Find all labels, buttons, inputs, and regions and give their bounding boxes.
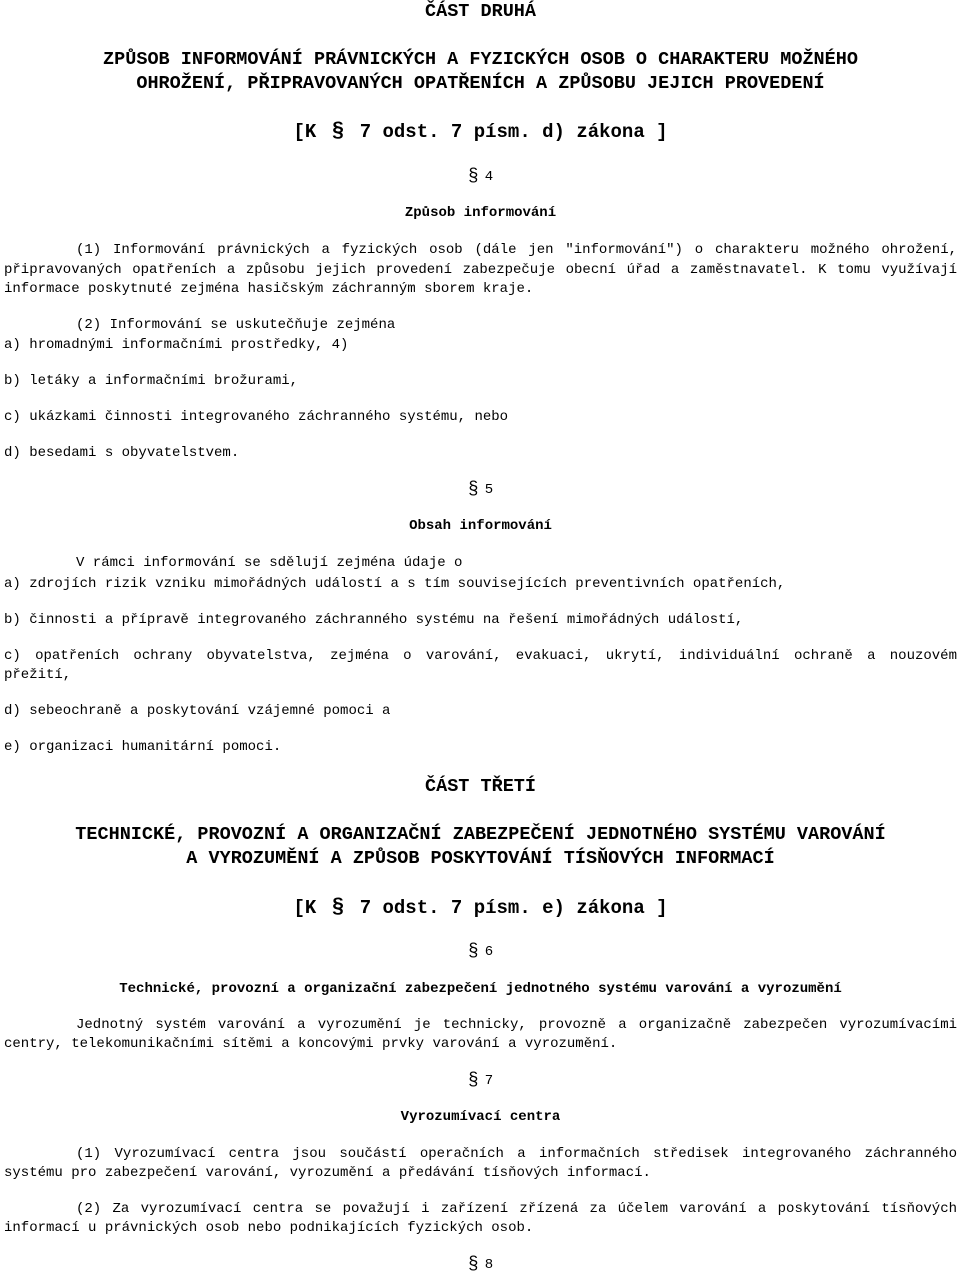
section-7-paragraph-1: (1) Vyrozumívací centra jsou součástí operačních a informačních středisek integrovaného záchranného systému pro zabezpečení varování, vyrozumění a předávání tísňových informací. [4,1145,957,1181]
list-item: a) zdrojích rizik vzniku mimořádných událostí a s tím souvisejících preventivních opatřeních, [4,575,786,592]
section-symbol: § [467,480,479,500]
section-6-paragraph-1: Jednotný systém varování a vyrozumění je technicky, provozně a organizačně zabezpečen vyrozumívacími centry, telekomunikačními sítěmi a koncovými prvky varování a vyrozumění. [4,1016,957,1052]
part3-heading: ČÁST TŘETÍ [424,775,537,797]
section-number: 7 [484,1072,494,1089]
list-item: d) sebeochraně a poskytování vzájemné pomoci a [4,702,391,719]
document-page [4,0,957,1274]
section-7-paragraph-2: (2) Za vyrozumívací centra se považují i zařízení zřízená za účelem varování a poskytování tísňových informací u právnických osob nebo podnikajících fyzických osob. [4,1200,957,1236]
ref-rest: 7 odst. 7 písm. e) zákona ] [359,896,668,919]
section-6-title: Technické, provozní a organizační zabezpečení jednotného systému varování a vyrozumění [119,980,842,997]
part3-law-reference [4,896,957,921]
list-item: e) organizaci humanitární pomoci. [4,738,282,755]
section-7-number [4,1072,957,1090]
section-7-title: Vyrozumívací centra [400,1108,561,1125]
part2-title-line1: ZPŮSOB INFORMOVÁNÍ PRÁVNICKÝCH A FYZICKÝCH OSOB O CHARAKTERU MOŽNÉHO [103,49,858,70]
section-symbol: § [467,1070,479,1091]
section-8-number [4,1256,957,1274]
part2-heading: ČÁST DRUHÁ [424,1,537,22]
section-number: 6 [484,943,494,960]
part2-title-line2: OHROŽENÍ, PŘIPRAVOVANÝCH OPATŘENÍCH A ZPŮSOBU JEJICH PROVEDENÍ [136,73,825,94]
section-4-paragraph-1: (1) Informování právnických a fyzických osob (dále jen "informování") o charakteru možného ohrožení, připravovaných opatřeních a způsobu jejich provedení zabezpečuje obecní úřad a zaměstnavatel. K tomu využívají informace poskytnuté zejména hasičským záchranným sborem kraje. [4,242,957,297]
section-number: 4 [484,169,494,185]
section-5-title: Obsah informování [409,518,552,534]
list-item: d) besedami s obyvatelstvem. [4,445,240,461]
part3-title-line1: TECHNICKÉ, PROVOZNÍ A ORGANIZAČNÍ ZABEZPEČENÍ JEDNOTNÉHO SYSTÉMU VAROVÁNÍ [75,823,886,845]
ref-open: [K [293,121,317,143]
part2-law-reference [4,120,957,145]
section-number: 5 [484,482,494,498]
list-item: b) činnosti a přípravě integrovaného záchranného systému na řešení mimořádných událostí, [4,611,744,628]
section-4-paragraph-2: (2) Informování se uskutečňuje zejména [76,316,396,333]
section-symbol: § [467,941,479,962]
section-symbol: § [331,121,345,144]
section-6-number [4,943,957,961]
list-item: c) ukázkami činnosti integrovaného záchranného systému, nebo [4,409,509,425]
ref-open: [K [293,896,317,919]
ref-rest: 7 odst. 7 písm. d) zákona ] [359,121,668,143]
list-item: a) hromadnými informačními prostředky, 4) [4,337,349,353]
section-number: 8 [484,1256,494,1273]
section-5-number [4,481,957,499]
section-symbol: § [467,1254,479,1275]
section-5-intro: V rámci informování se sdělují zejména údaje o [76,555,463,571]
list-item: b) letáky a informačními brožurami, [4,373,299,389]
section-4-number [4,168,957,186]
part3-title-line2: A VYROZUMĚNÍ A ZPŮSOB POSKYTOVÁNÍ TÍSŇOVÝCH INFORMACÍ [186,847,775,869]
list-item: c) opatřeních ochrany obyvatelstva, zejména o varování, evakuaci, ukrytí, individuální ochraně a nouzovém přežití, [4,647,957,683]
section-symbol: § [331,896,345,920]
section-symbol: § [467,167,479,187]
section-4-title: Způsob informování [404,205,557,221]
